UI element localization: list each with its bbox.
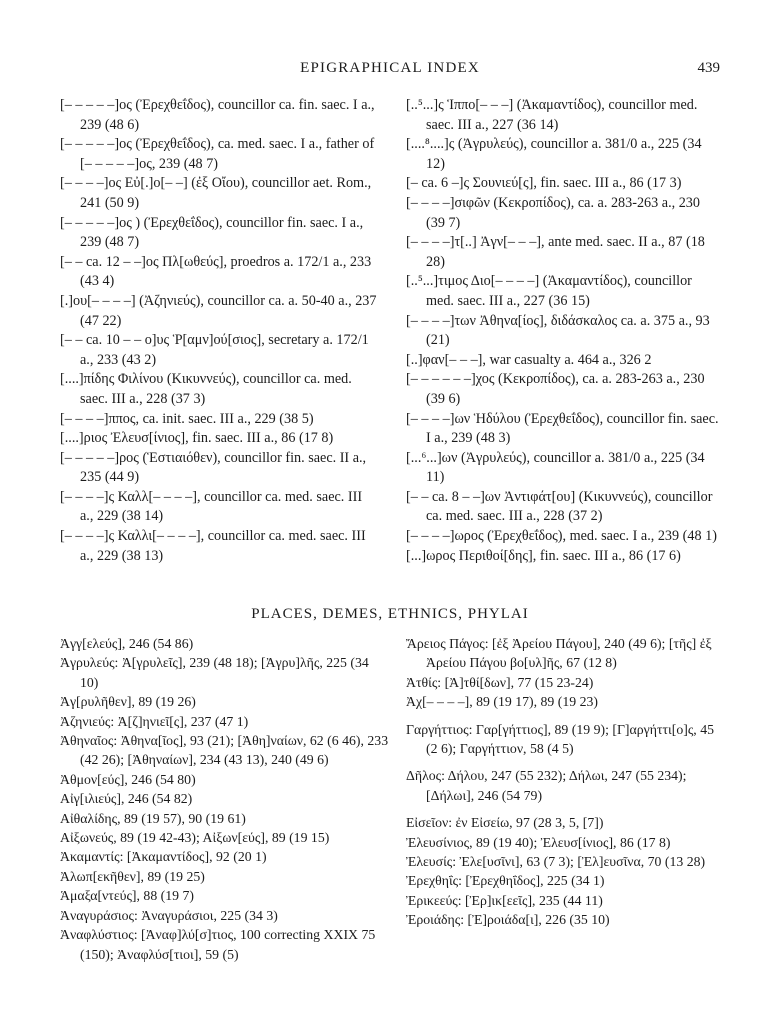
index-entry: [....]ριος Ἐλευσ[ίνιος], fin. saec. III a., 86 (17 8): [60, 430, 334, 447]
index-entry: [– – – – –]ος (Ἐρεχθεΐδος), ca. med. saec. I a., father of [– – – – –]ος, 239 (48 7): [60, 136, 375, 172]
index-entry: Αἰθαλίδης, 89 (19 57), 90 (19 61): [60, 810, 246, 826]
index-entry: Αἰξωνεύς, 89 (19 42-43); Αἰξων[εύς], 89 (19 15): [60, 830, 330, 846]
index-entry: [– – – –]ων Ἡδύλου (Ἐρεχθεΐδος), councillor fin. saec. I a., 239 (48 3): [406, 410, 719, 447]
index-entry: [– – – –]ππος, ca. init. saec. III a., 229 (38 5): [60, 410, 314, 427]
index-entry: [– – – –]ωρος (Ἐρεχθεΐδος), med. saec. I a., 239 (48 1): [406, 528, 717, 545]
index-entry: [– – ca. 12 – –]ος Πλ[ωθεύς], proedros a. 172/1 a., 233 (43 4): [60, 253, 372, 290]
index-entry: [– – – –]ς Καλλ[– – – –], councillor ca. med. saec. III a., 229 (38 14): [60, 488, 363, 525]
index-entry: Ἀτθίς: [Ἀ]τθί[δων], 77 (15 23-24): [406, 674, 594, 690]
index-entry: [– – ca. 10 – – ο]υς Ῥ[αμν]ού[σιος], secretary a. 172/1 a., 233 (43 2): [60, 332, 369, 368]
places-right-column: [406, 634, 722, 930]
index-entry: [– – ca. 8 – –]ων Ἀντιφάτ[ου] (Κικυννεύς), councillor ca. med. saec. III a., 228 (37 2): [406, 488, 713, 525]
index-entry: Ἀγ[ρυλῆθεν], 89 (19 26): [60, 694, 196, 710]
page-number: 439: [697, 60, 720, 76]
index-entry: Ἀλωπ[εκῆθεν], 89 (19 25): [60, 868, 205, 884]
index-entry: Αἰγ[ιλιεύς], 246 (54 82): [60, 791, 193, 807]
running-title: EPIGRAPHICAL INDEX: [300, 60, 480, 76]
index-entry: Εἰσεῖον: ἐν Εἰσείω, 97 (28 3, 5, [7]): [406, 815, 604, 831]
index-entry: [...]ωρος Περιθοί[δης], fin. saec. III a., 86 (17 6): [406, 547, 681, 564]
index-entry: [– – – –]σιφῶν (Κεκροπίδος), ca. a. 283-263 a., 230 (39 7): [406, 194, 700, 231]
index-entry: [– – – – –]ος (Ἐρεχθεΐδος), councillor ca. fin. saec. I a., 239 (48 6): [60, 97, 375, 133]
index-entry: [..⁵...]τιμος Διο[– – – –] (Ἀκαμαντίδος), councillor med. saec. III a., 227 (36 15): [406, 273, 692, 309]
index-entry: Ἐρεχθηΐς: [Ἐρεχθηΐδος], 225 (34 1): [406, 873, 605, 889]
index-entry: [....⁸....]ς (Ἀγρυλεύς), councillor a. 381/0 a., 225 (34 12): [406, 136, 702, 172]
index-entry: Ἀθηναῖος: Ἀθηνα[ῖος], 93 (21); [Ἀθη]ναίων, 62 (6 46), 233 (42 26); [Ἀθηναίων], 234 (43 13), 240 (49 6): [60, 733, 389, 768]
index-entry: Ἁμαξα[ντεύς], 88 (19 7): [60, 888, 194, 904]
councillors-left-column: [60, 96, 378, 566]
page-header: [60, 60, 720, 82]
index-entry: [.]ου[– – – –] (Ἀζηνιεύς), councillor ca. a. 50-40 a., 237 (47 22): [60, 292, 377, 329]
index-entry: [– – – –]ς Καλλι[– – – –], councillor ca. med. saec. III a., 229 (38 13): [60, 528, 366, 564]
index-entry: Ἐλευσίνιος, 89 (19 40); Ἐλευσ[ίνιος], 86 (17 8): [406, 834, 671, 850]
index-entry: [..⁵...]ς Ἱππο[– – –] (Ἀκαμαντίδος), councillor med. saec. III a., 227 (36 14): [406, 97, 698, 133]
index-entry: [– – – – –]ος ) (Ἐρεχθεΐδος), councillor fin. saec. I a., 239 (48 7): [60, 214, 364, 251]
councillors-right-column: [406, 96, 722, 566]
index-entry: [– – – – – –]χος (Κεκροπίδος), ca. a. 283-263 a., 230 (39 6): [406, 371, 705, 407]
index-entry: [– – – –]ος Εὐ[.]ο[– –] (ἐξ Οἴου), councillor aet. Rom., 241 (50 9): [60, 175, 372, 211]
index-entry: Ἀγρυλεύς: Ἀ[γρυλεῖς], 239 (48 18); [Ἀγρυ]λῆς, 225 (34 10): [60, 655, 369, 690]
index-entry: Γαργήττιος: Γαρ[γήττιος], 89 (19 9); [Γ]αργήττι[ο]ς, 45 (2 6); Γαργήττιον, 58 (4 5): [406, 721, 714, 757]
index-entry: Ἀναγυράσιος: Ἀναγυράσιοι, 225 (34 3): [60, 907, 278, 923]
index-entry: Ἀναφλύστιος: [Ἀναφ]λύ[σ]τιος, 100 correcting XXIX 75 (150); Ἀναφλύσ[τιοι], 59 (5): [60, 927, 376, 962]
index-entry: [....]πίδης Φιλίνου (Κικυννεύς), councillor ca. med. saec. III a., 228 (37 3): [60, 371, 352, 407]
index-entry: Δῆλος: Δήλου, 247 (55 232); Δήλωι, 247 (55 234); [Δήλωι], 246 (54 79): [406, 768, 687, 803]
index-entry: [– ca. 6 –]ς Σουνιεύ[ς], fin. saec. III a., 86 (17 3): [406, 175, 682, 192]
index-entry: Ἀγγ[ελεύς], 246 (54 86): [60, 636, 194, 651]
index-entry: [..]φαν[– – –], war casualty a. 464 a., 326 2: [406, 351, 652, 368]
index-entry: [– – – – –]ρος (Ἑστιαιόθεν), councillor fin. saec. II a., 235 (44 9): [60, 449, 367, 486]
index-entry: Ἐρικεεύς: [Ἐρ]ικ[εεῖς], 235 (44 11): [406, 892, 603, 908]
places-left-column: [60, 634, 390, 964]
index-entry: [– – – –]των Ἀθηνα[ίος], διδάσκαλος ca. a. 375 a., 93 (21): [406, 312, 710, 349]
index-entry: Ἐλευσίς: Ἐλε[υσῖνι], 63 (7 3); [Ἐλ]ευσῖνα, 70 (13 28): [406, 854, 706, 870]
index-entry: Ἐροιάδης: [Ἐ]ροιάδα[ι], 226 (35 10): [406, 912, 610, 928]
section-heading: PLACES, DEMES, ETHNICS, PHYLAI: [251, 606, 529, 622]
index-entry: Ἄρειος Πάγος: [ἐξ Ἀρείου Πάγου], 240 (49 6); [τῆς] ἐξ Ἀρείου Πάγου βο[υλ]ῆς, 67 (12 8): [406, 636, 712, 671]
index-entry: Ἀχ[– – – –], 89 (19 17), 89 (19 23): [406, 694, 598, 710]
index-entry: Ἀζηνιεύς: Ἀ[ζ]ηνιεῖ[ς], 237 (47 1): [60, 713, 249, 729]
index-entry: [– – – –]τ[..] Ἀγν[– – –], ante med. saec. II a., 87 (18 28): [406, 234, 705, 270]
index-entry: Ἀθμον[εύς], 246 (54 80): [60, 771, 196, 787]
index-entry: [...⁶...]ων (Ἀγρυλεύς), councillor a. 381/0 a., 225 (34 11): [406, 449, 705, 486]
index-entry: Ἀκαμαντίς: [Ἀκαμαντίδος], 92 (20 1): [60, 849, 267, 865]
